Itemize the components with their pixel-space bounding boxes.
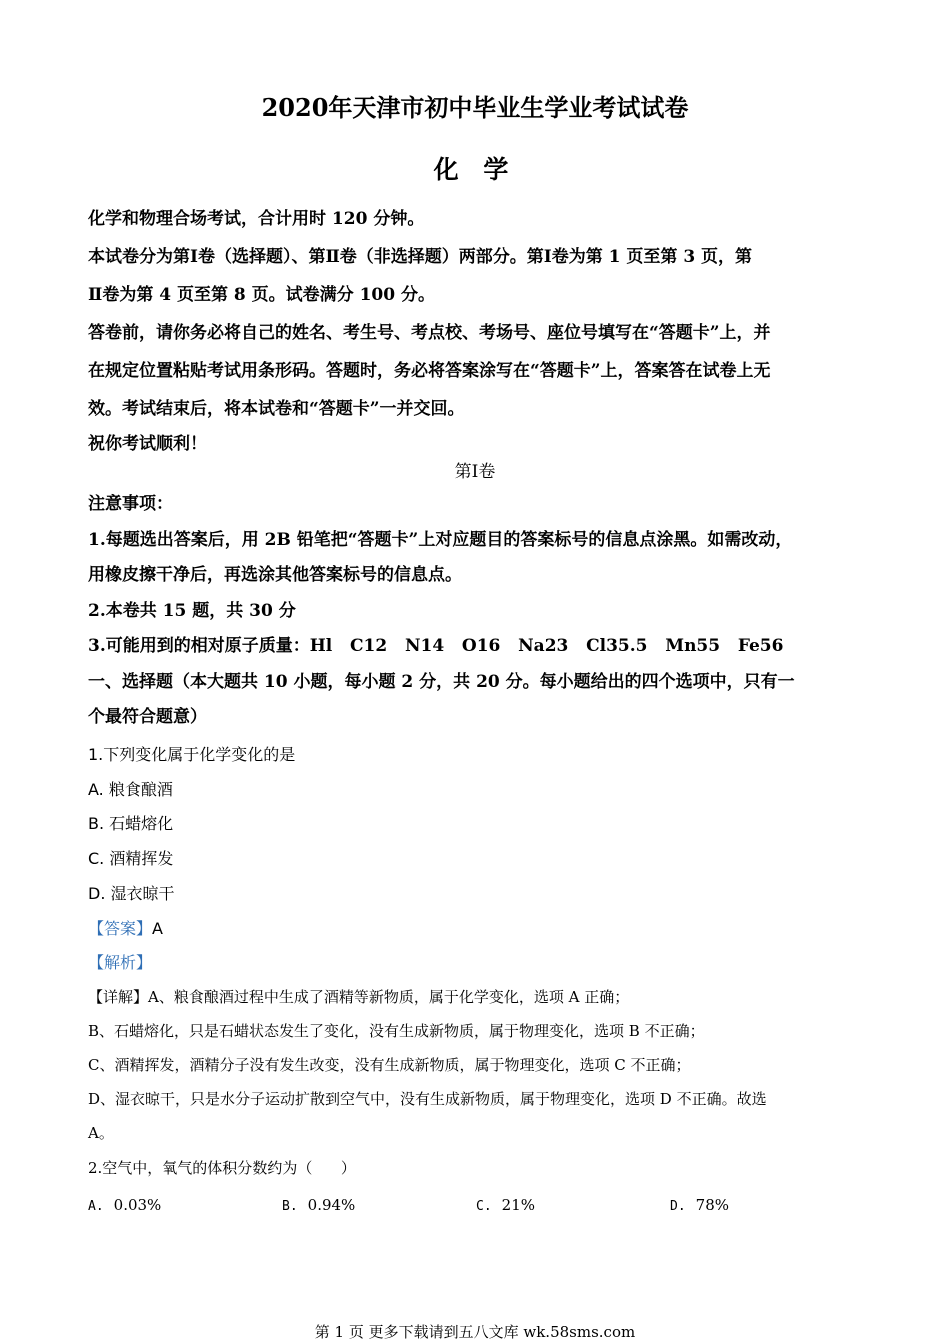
option-text: 湿衣晾干 xyxy=(110,883,175,903)
option-letter: B. xyxy=(282,1199,298,1214)
intro-line: 化学和物理合场考试，合计用时 120 分钟。 xyxy=(88,209,425,229)
explanation-block xyxy=(88,980,864,1150)
analysis-tag: 【解析】 xyxy=(88,953,153,973)
intro-line: Ⅱ卷为第 4 页至第 8 页。试卷满分 100 分。 xyxy=(88,285,435,305)
intro-line: 本试卷分为第Ⅰ卷（选择题）、第Ⅱ卷（非选择题）两部分。第Ⅰ卷为第 1 页至第 3 页，第 xyxy=(88,247,753,267)
page-footer: 第 1 页 更多下载请到五八文库 wk.58sms.com xyxy=(314,1323,636,1341)
intro-line: 效。考试结束后，将本试卷和“答题卡”一并交回。 xyxy=(88,399,465,419)
detail-line: B、石蜡熔化，只是石蜡状态发生了变化，没有生成新物质，属于物理变化，选项 B 不正确； xyxy=(88,1022,705,1040)
option-a xyxy=(88,773,864,808)
subject-title: 化 学 xyxy=(433,155,517,184)
option-text: 0.94% xyxy=(307,1196,356,1214)
option-letter: B. xyxy=(88,814,105,834)
note-line: 注意事项： xyxy=(88,494,173,514)
option-b xyxy=(88,807,864,842)
question-stem xyxy=(88,738,864,773)
option-text: 酒精挥发 xyxy=(109,849,174,869)
notes-block xyxy=(88,487,864,736)
note-line: 3.可能用到的相对原子质量：Hl C12 N14 O16 Na23 Cl35.5 Mn55 Fe56 xyxy=(88,636,784,656)
note-line: 一、选择题（本大题共 10 小题，每小题 2 分，共 20 分。每小题给出的四个选项中，只有一 xyxy=(88,671,795,692)
note-line: 2.本卷共 15 题，共 30 分 xyxy=(88,600,296,621)
option-text: 粮食酿酒 xyxy=(108,779,173,799)
detail-line: A。 xyxy=(88,1124,114,1142)
option-letter: D. xyxy=(670,1199,686,1214)
question-stem: 2.空气中，氧气的体积分数约为（ ） xyxy=(88,1159,356,1177)
intro-line: 在规定位置粘贴考试用条形码。答题时，务必将答案涂写在“答题卡”上，答案答在试卷上无 xyxy=(88,361,771,381)
intro-block xyxy=(88,200,864,460)
question-number: 1. xyxy=(88,745,104,764)
option-letter: A. xyxy=(88,779,104,799)
intro-line: 答卷前，请你务必将自己的姓名、考生号、考点校、考场号、座位号填写在“答题卡”上，并 xyxy=(88,323,771,343)
detail-line: D、湿衣晾干，只是水分子运动扩散到空气中，没有生成新物质，属于物理变化，选项 D 不正确。故选 xyxy=(88,1090,767,1108)
analysis-line xyxy=(88,946,864,981)
option-d xyxy=(88,877,864,912)
section-heading: 第Ⅰ卷 xyxy=(454,462,496,482)
option-a xyxy=(88,1192,161,1220)
answer-tag: 【答案】 xyxy=(88,918,153,938)
option-letter: C. xyxy=(476,1199,492,1214)
option-c xyxy=(88,842,864,877)
option-text: 石蜡熔化 xyxy=(109,814,174,834)
answer-line xyxy=(88,912,864,947)
option-b xyxy=(282,1192,355,1220)
detail-line: 【详解】A、粮食酿酒过程中生成了酒精等新物质，属于化学变化，选项 A 正确； xyxy=(88,988,630,1006)
option-c xyxy=(476,1192,535,1220)
note-line: 个最符合题意） xyxy=(88,707,207,727)
option-d xyxy=(670,1192,729,1220)
question-2 xyxy=(88,1153,864,1183)
note-line: 1.每题选出答案后，用 2B 铅笔把“答题卡”上对应题目的答案标号的信息点涂黑。如需改动， xyxy=(88,529,793,550)
detail-line: C、酒精挥发，酒精分子没有发生改变，没有生成新物质，属于物理变化，选项 C 不正确； xyxy=(88,1056,691,1074)
question-1 xyxy=(88,738,864,981)
option-letter: C. xyxy=(88,849,105,869)
option-text: 0.03% xyxy=(113,1196,162,1214)
option-letter: D. xyxy=(88,883,106,903)
intro-line: 祝你考试顺利！ xyxy=(88,434,207,454)
note-line: 用橡皮擦干净后，再选涂其他答案标号的信息点。 xyxy=(88,565,462,585)
option-text: 78% xyxy=(695,1196,729,1214)
page-title: 2020年天津市初中毕业生学业考试试卷 xyxy=(261,93,689,122)
option-letter: A. xyxy=(88,1199,104,1214)
answer-value: A xyxy=(152,918,163,938)
option-text: 21% xyxy=(501,1196,535,1214)
question-text: 下列变化属于化学变化的是 xyxy=(103,745,296,764)
